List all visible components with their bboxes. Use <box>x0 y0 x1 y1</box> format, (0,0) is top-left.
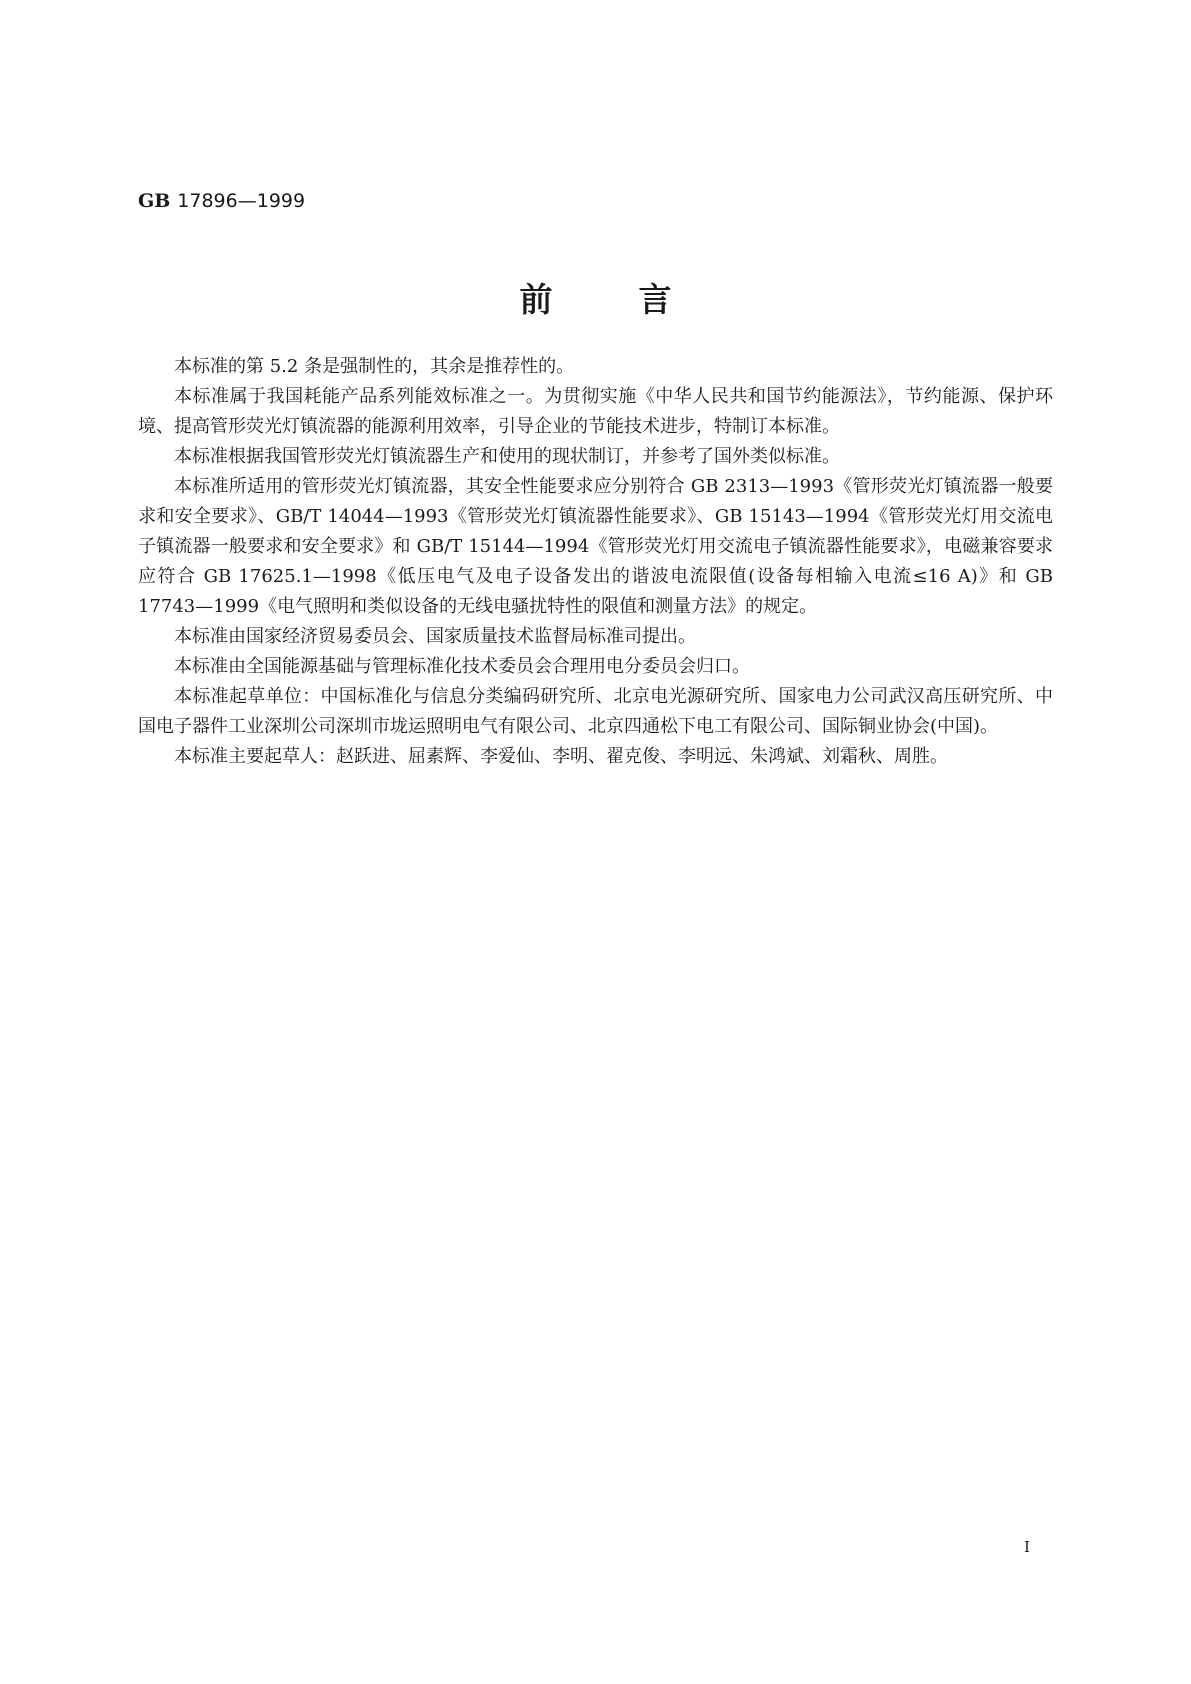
standard-prefix: GB <box>138 190 171 212</box>
title-char-2: 言 <box>638 280 672 319</box>
foreword-body <box>138 352 1053 772</box>
paragraph-centralized-by: 本标准由全国能源基础与管理标准化技术委员会合理用电分委员会归口。 <box>174 656 750 677</box>
paragraph-drafters: 本标准主要起草人：赵跃进、屈素辉、李爱仙、李明、翟克俊、李明远、朱鸿斌、刘霜秋、周胜。 <box>174 746 948 767</box>
paragraph-proposed-by: 本标准由国家经济贸易委员会、国家质量技术监督局标准司提出。 <box>174 626 696 647</box>
paragraph-drafting-units: 本标准起草单位：中国标准化与信息分类编码研究所、北京电光源研究所、国家电力公司武汉高压研究所、中国电子器件工业深圳公司深圳市垅运照明电气有限公司、北京四通松下电工有限公司、国际铜业协会(中国)。 <box>138 686 1053 737</box>
standard-code <box>138 188 305 214</box>
page-number: I <box>1024 1538 1030 1556</box>
paragraph-basis: 本标准根据我国管形荧光灯镇流器生产和使用的现状制订，并参考了国外类似标准。 <box>174 446 840 467</box>
title-char-1: 前 <box>519 280 553 319</box>
paragraph-purpose: 本标准属于我国耗能产品系列能效标准之一。为贯彻实施《中华人民共和国节约能源法》，节约能源、保护环境、提高管形荧光灯镇流器的能源利用效率，引导企业的节能技术进步，特制订本标准。 <box>138 386 1053 437</box>
standard-number: 17896—1999 <box>177 190 306 212</box>
paragraph-referenced-standards: 本标准所适用的管形荧光灯镇流器，其安全性能要求应分别符合 GB 2313—1993《管形荧光灯镇流器一般要求和安全要求》、GB/T 14044—1993《管形荧光灯镇流器性能要求》、GB 15143—1994《管形荧光灯用交流电子镇流器一般要求和安全要求》和 GB/T 15144—1994《管形荧光灯用交流电子镇流器性能要求》，电磁兼容要求应符合 GB 17625.1—1998《低压电气及电子设备发出的谐波电流限值(设备每相输入电流≤16 A)》和 GB 17743—1999《电气照明和类似设备的无线电骚扰特性的限值和测量方法》的规定。 <box>138 476 1053 617</box>
page-title <box>0 280 1191 320</box>
paragraph-mandatory-clause: 本标准的第 5.2 条是强制性的，其余是推荐性的。 <box>174 356 575 377</box>
